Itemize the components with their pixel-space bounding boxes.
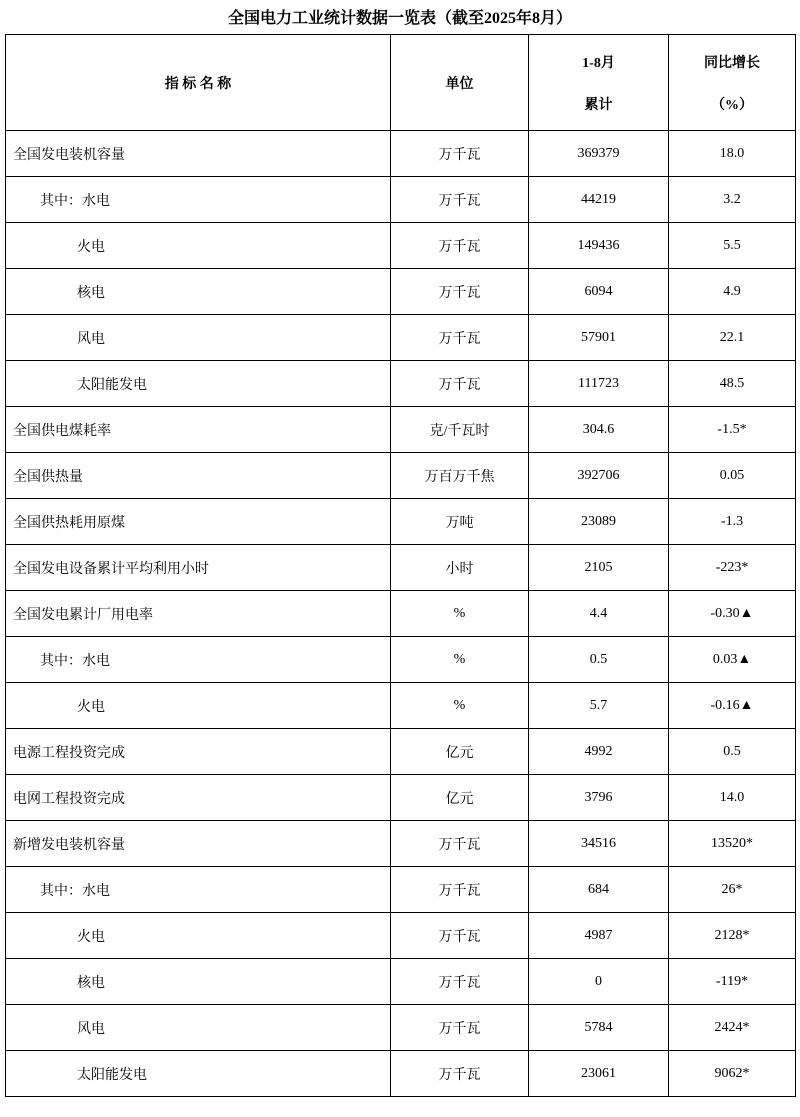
table-row	[6, 775, 796, 821]
unit-cell: 小时	[391, 545, 529, 591]
value-cell: 4992	[529, 729, 669, 775]
value-cell: 0	[529, 959, 669, 1005]
value-cell: 304.6	[529, 407, 669, 453]
header-yoy-line1: 同比增长	[704, 55, 760, 71]
value-cell: 44219	[529, 177, 669, 223]
value-cell: 2105	[529, 545, 669, 591]
unit-cell: 万吨	[391, 499, 529, 545]
indicator-cell: 风电	[6, 315, 391, 361]
unit-cell: 万千瓦	[391, 867, 529, 913]
table-row	[6, 223, 796, 269]
yoy-cell: 13520*	[669, 821, 796, 867]
unit-cell: 万千瓦	[391, 913, 529, 959]
value-cell: 3796	[529, 775, 669, 821]
value-cell: 111723	[529, 361, 669, 407]
unit-cell: 万千瓦	[391, 959, 529, 1005]
indicator-cell: 火电	[6, 223, 391, 269]
yoy-cell: -223*	[669, 545, 796, 591]
unit-cell: 万千瓦	[391, 1005, 529, 1051]
indicator-cell: 核电	[6, 959, 391, 1005]
page-title: 全国电力工业统计数据一览表（截至2025年8月）	[227, 10, 572, 27]
stats-table	[5, 34, 796, 1097]
table-row	[6, 959, 796, 1005]
yoy-cell: 0.03▲	[669, 637, 796, 683]
unit-cell: 万百万千焦	[391, 453, 529, 499]
header-period-line1: 1-8月	[582, 55, 615, 71]
yoy-cell: 14.0	[669, 775, 796, 821]
unit-cell: 万千瓦	[391, 177, 529, 223]
yoy-cell: 26*	[669, 867, 796, 913]
header-unit	[391, 35, 529, 131]
yoy-cell: -1.3	[669, 499, 796, 545]
indicator-cell: 火电	[6, 683, 391, 729]
indicator-cell: 电源工程投资完成	[6, 729, 391, 775]
table-row	[6, 867, 796, 913]
unit-cell: %	[391, 591, 529, 637]
yoy-cell: 0.5	[669, 729, 796, 775]
unit-cell: 克/千瓦时	[391, 407, 529, 453]
value-cell: 4.4	[529, 591, 669, 637]
value-cell: 23061	[529, 1051, 669, 1097]
indicator-cell: 电网工程投资完成	[6, 775, 391, 821]
unit-cell: 万千瓦	[391, 131, 529, 177]
value-cell: 5784	[529, 1005, 669, 1051]
yoy-cell: -119*	[669, 959, 796, 1005]
table-row	[6, 1051, 796, 1097]
yoy-cell: -0.16▲	[669, 683, 796, 729]
indicator-cell: 全国发电设备累计平均利用小时	[6, 545, 391, 591]
table-row	[6, 361, 796, 407]
yoy-cell: -1.5*	[669, 407, 796, 453]
unit-cell: 万千瓦	[391, 1051, 529, 1097]
header-indicator	[6, 35, 391, 131]
value-cell: 149436	[529, 223, 669, 269]
value-cell: 392706	[529, 453, 669, 499]
table-row	[6, 637, 796, 683]
indicator-cell: 太阳能发电	[6, 1051, 391, 1097]
yoy-cell: 48.5	[669, 361, 796, 407]
indicator-cell: 全国供电煤耗率	[6, 407, 391, 453]
indicator-cell: 太阳能发电	[6, 361, 391, 407]
unit-cell: 万千瓦	[391, 361, 529, 407]
table-row	[6, 913, 796, 959]
value-cell: 34516	[529, 821, 669, 867]
indicator-cell: 其中：水电	[6, 177, 391, 223]
indicator-cell: 风电	[6, 1005, 391, 1051]
yoy-cell: 4.9	[669, 269, 796, 315]
indicator-cell: 全国发电累计厂用电率	[6, 591, 391, 637]
indicator-cell: 全国供热耗用原煤	[6, 499, 391, 545]
table-row	[6, 499, 796, 545]
unit-cell: 亿元	[391, 775, 529, 821]
unit-cell: 万千瓦	[391, 821, 529, 867]
value-cell: 57901	[529, 315, 669, 361]
indicator-cell: 新增发电装机容量	[6, 821, 391, 867]
unit-cell: %	[391, 683, 529, 729]
value-cell: 684	[529, 867, 669, 913]
unit-cell: %	[391, 637, 529, 683]
table-row	[6, 315, 796, 361]
table-row	[6, 729, 796, 775]
yoy-cell: 9062*	[669, 1051, 796, 1097]
table-body	[6, 131, 796, 1097]
header-indicator-label: 指 标 名 称	[164, 76, 232, 92]
value-cell: 0.5	[529, 637, 669, 683]
table-row	[6, 177, 796, 223]
header-period	[529, 35, 669, 131]
unit-cell: 万千瓦	[391, 223, 529, 269]
table-row	[6, 821, 796, 867]
value-cell: 5.7	[529, 683, 669, 729]
indicator-cell: 火电	[6, 913, 391, 959]
yoy-cell: -0.30▲	[669, 591, 796, 637]
indicator-cell: 其中：水电	[6, 867, 391, 913]
table-row	[6, 1005, 796, 1051]
yoy-cell: 2424*	[669, 1005, 796, 1051]
yoy-cell: 5.5	[669, 223, 796, 269]
yoy-cell: 22.1	[669, 315, 796, 361]
unit-cell: 万千瓦	[391, 315, 529, 361]
header-yoy	[669, 35, 796, 131]
table-row	[6, 545, 796, 591]
unit-cell: 万千瓦	[391, 269, 529, 315]
header-unit-label: 单位	[445, 76, 474, 92]
table-row	[6, 407, 796, 453]
indicator-cell: 全国发电装机容量	[6, 131, 391, 177]
value-cell: 23089	[529, 499, 669, 545]
indicator-cell: 全国供热量	[6, 453, 391, 499]
value-cell: 369379	[529, 131, 669, 177]
table-row	[6, 591, 796, 637]
value-cell: 6094	[529, 269, 669, 315]
header-period-line2: 累计	[584, 97, 613, 113]
indicator-cell: 核电	[6, 269, 391, 315]
table-row	[6, 269, 796, 315]
unit-cell: 亿元	[391, 729, 529, 775]
header-row	[6, 35, 796, 131]
indicator-cell: 其中：水电	[6, 637, 391, 683]
table-row	[6, 453, 796, 499]
yoy-cell: 18.0	[669, 131, 796, 177]
value-cell: 4987	[529, 913, 669, 959]
yoy-cell: 3.2	[669, 177, 796, 223]
table-row	[6, 683, 796, 729]
header-yoy-line2: （%）	[711, 97, 753, 113]
yoy-cell: 2128*	[669, 913, 796, 959]
table-row	[6, 131, 796, 177]
yoy-cell: 0.05	[669, 453, 796, 499]
